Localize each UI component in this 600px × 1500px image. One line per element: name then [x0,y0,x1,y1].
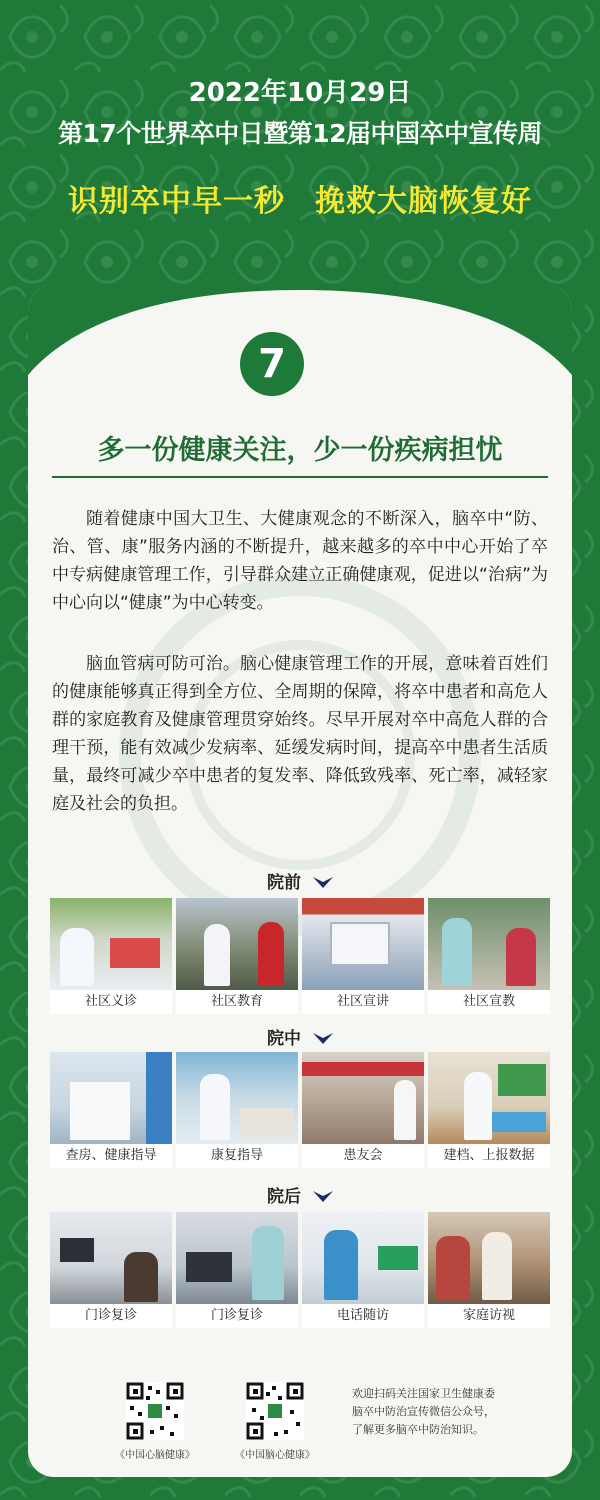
photo-card [176,898,298,1014]
qr-code-image[interactable] [246,1382,304,1440]
paragraph-1: 随着健康中国大卫生、大健康观念的不断深入，脑卒中“防、治、管、康”服务内涵的不断提升，越来越多的卒中中心开始了卒中专病健康管理工作，引导群众建立正确健康观，促进以“治病”为中心向以“健康”为中心转变。 [52,509,548,613]
qr-code-card [220,1378,330,1461]
photo-row-prehospital [50,898,550,1014]
photo-card [176,1052,298,1168]
photo-caption: 家庭访视 [428,1304,550,1328]
photo-community-outreach [428,898,550,990]
photo-row-posthospital [50,1212,550,1328]
chevron-down-icon [313,877,333,889]
section-title: 院中 [267,1029,302,1049]
slogan-part-1: 识别卒中早一秒 [68,184,285,219]
section-header-posthospital [0,1182,600,1207]
qr-caption: 《中国心脑健康》 [115,1450,195,1461]
note-line: 了解更多脑卒中防治知识。 [352,1423,484,1436]
qr-code-image[interactable] [126,1382,184,1440]
photo-caption: 社区义诊 [50,990,172,1014]
photo-phone-followup [302,1212,424,1304]
photo-community-lecture [302,898,424,990]
event-date: 2022年10月29日 [188,78,412,108]
chevron-down-icon [313,1191,333,1203]
photo-outpatient-followup-1 [50,1212,172,1304]
photo-caption: 门诊复诊 [50,1304,172,1328]
photo-card [176,1212,298,1328]
qr-codes [100,1378,330,1461]
photo-caption: 门诊复诊 [176,1304,298,1328]
photo-rehab-guidance [176,1052,298,1144]
photo-community-education [176,898,298,990]
photo-community-clinic [50,898,172,990]
photo-caption: 查房、健康指导 [50,1144,172,1168]
chevron-down-icon [313,1033,333,1045]
photo-card [302,898,424,1014]
photo-caption: 社区宣讲 [302,990,424,1014]
photo-caption: 社区宣教 [428,990,550,1014]
section-header-inhospital [0,1024,600,1049]
paragraph-2: 脑血管病可防可治。脑心健康管理工作的开展，意味着百姓们的健康能够真正得到全方位、全周期的保障，将卒中患者和高危人群的家庭教育及健康管理贯穿始终。尽早开展对卒中高危人群的合理干预，能有效减少发病率、延缓发病时间，提高卒中患者生活质量，最终可减少卒中患者的复发率、降低致残率、死亡率，减轻家庭及社会的负担。 [52,654,548,814]
photo-caption: 电话随访 [302,1304,424,1328]
qr-code-card [100,1378,210,1461]
photo-row-inhospital [50,1052,550,1168]
card-subtitle: 多一份健康关注，少一份疾病担忧 [97,435,503,466]
photo-card [302,1212,424,1328]
qr-caption: 《中国脑心健康》 [235,1450,315,1461]
section-title: 院前 [267,873,302,893]
photo-card [50,1052,172,1168]
photo-card [50,898,172,1014]
subtitle-divider [52,476,548,478]
photo-caption: 社区教育 [176,990,298,1014]
photo-card [428,1052,550,1168]
slogan-part-2: 挽救大脑恢复好 [315,184,532,219]
photo-ward-round [50,1052,172,1144]
event-title: 第17个世界卒中日暨第12届中国卒中宣传周 [57,119,543,148]
photo-caption: 患友会 [302,1144,424,1168]
photo-card [302,1052,424,1168]
photo-caption: 建档、上报数据 [428,1144,550,1168]
section-title: 院后 [267,1187,302,1207]
photo-records-reporting [428,1052,550,1144]
photo-caption: 康复指导 [176,1144,298,1168]
section-header-prehospital [0,868,600,893]
photo-card [428,898,550,1014]
follow-note [352,1385,542,1439]
photo-home-visit [428,1212,550,1304]
note-line: 欢迎扫码关注国家卫生健康委 [352,1387,495,1400]
photo-outpatient-followup-2 [176,1212,298,1304]
photo-card [428,1212,550,1328]
photo-patient-club [302,1052,424,1144]
slogan [0,176,600,220]
photo-card [50,1212,172,1328]
section-number-badge: 7 [240,332,304,396]
note-line: 脑卒中防治宣传微信公众号， [352,1405,495,1418]
